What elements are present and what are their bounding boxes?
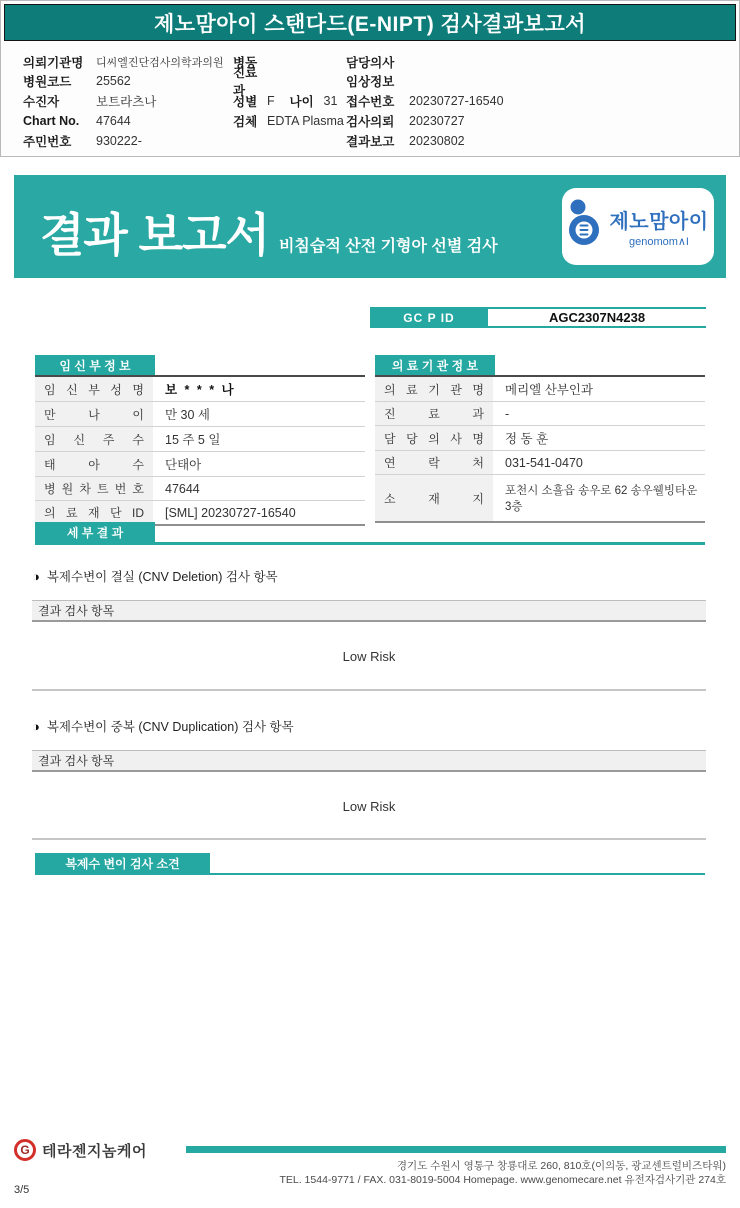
row-value: 보 * * * 나 xyxy=(165,383,236,397)
report-title: 제노맘아이 스탠다드(E-NIPT) 검사결과보고서 xyxy=(4,4,736,41)
header-row xyxy=(346,72,729,92)
table-row xyxy=(375,475,705,521)
footer-contact: TEL. 1544-9771 / FAX. 031-8019-5004 Homepage. www.genomecare.net 유전자검사기관 274호 xyxy=(279,1174,726,1186)
section-divider xyxy=(32,689,706,691)
genomom-person-icon xyxy=(567,199,601,254)
field-label: 검체 xyxy=(233,115,258,130)
half-circle-icon: ◑ xyxy=(32,718,40,734)
mother-info-title: 임 신 부 정 보 xyxy=(35,355,155,375)
header-row xyxy=(346,112,729,132)
header-row xyxy=(23,91,233,111)
row-value: 포천시 소흘읍 송우로 62 송우웰빙타운 3층 xyxy=(505,485,698,513)
row-label: 태 아 수 xyxy=(35,452,153,476)
opinion-section-title: 복제수 변이 검사 소견 xyxy=(35,853,210,873)
gc-p-id-label: GC P ID xyxy=(370,307,488,328)
gc-p-id-row xyxy=(370,307,706,328)
row-value: 정 동 훈 xyxy=(505,432,549,446)
field-label: 담당의사 xyxy=(346,55,395,70)
field-value: 디씨엘진단검사의학과의원 xyxy=(96,56,224,69)
row-label: 만 나 이 xyxy=(35,402,153,426)
field-label: 결과보고 xyxy=(346,134,395,149)
field-label: 나이 xyxy=(289,94,314,109)
banner-text xyxy=(40,199,498,265)
field-label: 성별 xyxy=(233,94,258,109)
teragen-g-icon: G xyxy=(14,1139,36,1161)
field-label: 진료과 xyxy=(233,66,258,99)
row-label: 의 료 기 관 명 xyxy=(375,377,493,401)
clinic-info-title: 의 료 기 관 정 보 xyxy=(375,355,495,375)
details-section-header xyxy=(35,522,705,545)
cnv-duplication-table-header: 결과 검사 항목 xyxy=(32,750,706,772)
clinic-info-table xyxy=(375,355,705,523)
field-value: 보트라츠나 xyxy=(96,94,157,109)
row-value: 메리엘 산부인과 xyxy=(505,383,593,397)
field-label: 검사의뢰 xyxy=(346,115,395,130)
field-value: 20230727 xyxy=(409,114,465,129)
table-row xyxy=(375,402,705,426)
table-row xyxy=(375,426,705,451)
header-row xyxy=(233,112,346,132)
cnv-deletion-heading xyxy=(32,567,278,585)
result-banner xyxy=(14,175,726,278)
field-label: 임상정보 xyxy=(346,75,395,90)
cnv-duplication-heading xyxy=(32,717,294,735)
field-value: 25562 xyxy=(96,74,131,89)
header-row xyxy=(346,52,729,72)
banner-subtitle: 비침습적 산전 기형아 선별 검사 xyxy=(278,238,498,255)
field-value: 20230802 xyxy=(409,133,465,148)
field-value: 31 xyxy=(323,93,338,108)
report-header-box xyxy=(0,0,740,157)
clinic-info-rows xyxy=(375,375,705,523)
header-row xyxy=(346,131,729,151)
row-value: 단태아 xyxy=(165,458,202,472)
field-label: 병동 xyxy=(233,55,258,70)
opinion-section-header xyxy=(35,853,705,875)
cnv-duplication-result: Low Risk xyxy=(342,799,396,814)
genomom-logo-korean: 제노맘아이 xyxy=(609,211,709,233)
page-number: 3/5 xyxy=(14,1184,30,1196)
field-label: 주민번호 xyxy=(23,134,72,149)
table-row xyxy=(375,377,705,402)
genomom-logo-card xyxy=(562,188,714,265)
genomom-logo-english: genomom∧I xyxy=(628,236,689,248)
field-label: 의뢰기관명 xyxy=(23,55,84,70)
header-row xyxy=(23,112,233,132)
row-label: 임 신 주 수 xyxy=(35,427,153,451)
gc-p-id-value: AGC2307N4238 xyxy=(488,307,706,328)
row-value: 만 30 세 xyxy=(165,408,210,422)
table-row xyxy=(35,427,365,452)
cnv-deletion-table-header: 결과 검사 항목 xyxy=(32,600,706,622)
header-column-left xyxy=(23,52,233,151)
field-value: F xyxy=(267,93,275,108)
header-row xyxy=(346,91,729,111)
genomom-logo-text xyxy=(609,205,708,248)
table-row xyxy=(35,377,365,402)
footer-address: 경기도 수원시 영통구 창룡대로 260, 810호(이의동, 광교센트럴비즈타워) xyxy=(396,1160,726,1172)
row-label: 병 원 차 트 번 호 xyxy=(35,477,153,500)
field-label: Chart No. xyxy=(23,114,80,129)
banner-title: 결과 보고서 xyxy=(40,209,269,261)
table-row xyxy=(35,452,365,477)
row-label: 진 료 과 xyxy=(375,402,493,425)
table-row xyxy=(35,477,365,501)
half-circle-icon: ◑ xyxy=(32,568,40,584)
row-label: 의 료 재 단 ID xyxy=(35,501,153,524)
mother-info-rows xyxy=(35,375,365,526)
patient-info-grid xyxy=(1,44,739,151)
row-value: [SML] 20230727-16540 xyxy=(165,505,296,520)
cnv-deletion-result: Low Risk xyxy=(342,649,396,664)
table-row xyxy=(35,501,365,524)
details-section-title: 세 부 결 과 xyxy=(35,522,155,542)
table-row xyxy=(35,402,365,427)
header-column-right xyxy=(346,52,729,151)
row-value: 031-541-0470 xyxy=(505,455,583,470)
mother-info-table xyxy=(35,355,365,526)
header-row xyxy=(23,131,233,151)
field-label: 병원코드 xyxy=(23,75,72,90)
field-value: 47644 xyxy=(96,114,131,129)
header-row xyxy=(23,52,233,72)
cnv-deletion-heading-text: 복제수변이 결실 (CNV Deletion) 검사 항목 xyxy=(46,570,278,584)
section-divider xyxy=(32,838,706,840)
field-value: 20230727-16540 xyxy=(409,93,504,108)
cnv-duplication-heading-text: 복제수변이 중복 (CNV Duplication) 검사 항목 xyxy=(46,720,294,734)
field-value: EDTA Plasma xyxy=(267,114,344,129)
field-label: 접수번호 xyxy=(346,94,395,109)
row-value: - xyxy=(505,406,510,421)
row-label: 담 당 의 사 명 xyxy=(375,426,493,450)
company-name: 테라젠지놈케어 xyxy=(42,1142,147,1160)
row-value: 47644 xyxy=(165,481,200,496)
header-row xyxy=(233,91,346,111)
teragen-logo xyxy=(14,1139,147,1161)
header-column-middle xyxy=(233,52,346,151)
row-label: 임 신 부 성 명 xyxy=(35,377,153,401)
row-label: 소 재 지 xyxy=(375,475,493,521)
row-label: 연 락 처 xyxy=(375,451,493,474)
field-value: 930222- xyxy=(96,133,142,148)
header-row xyxy=(233,66,346,99)
header-row xyxy=(23,72,233,92)
table-row xyxy=(375,451,705,475)
footer-accent-bar xyxy=(186,1146,726,1153)
field-label: 수진자 xyxy=(23,94,60,109)
row-value: 15 주 5 일 xyxy=(165,433,221,447)
